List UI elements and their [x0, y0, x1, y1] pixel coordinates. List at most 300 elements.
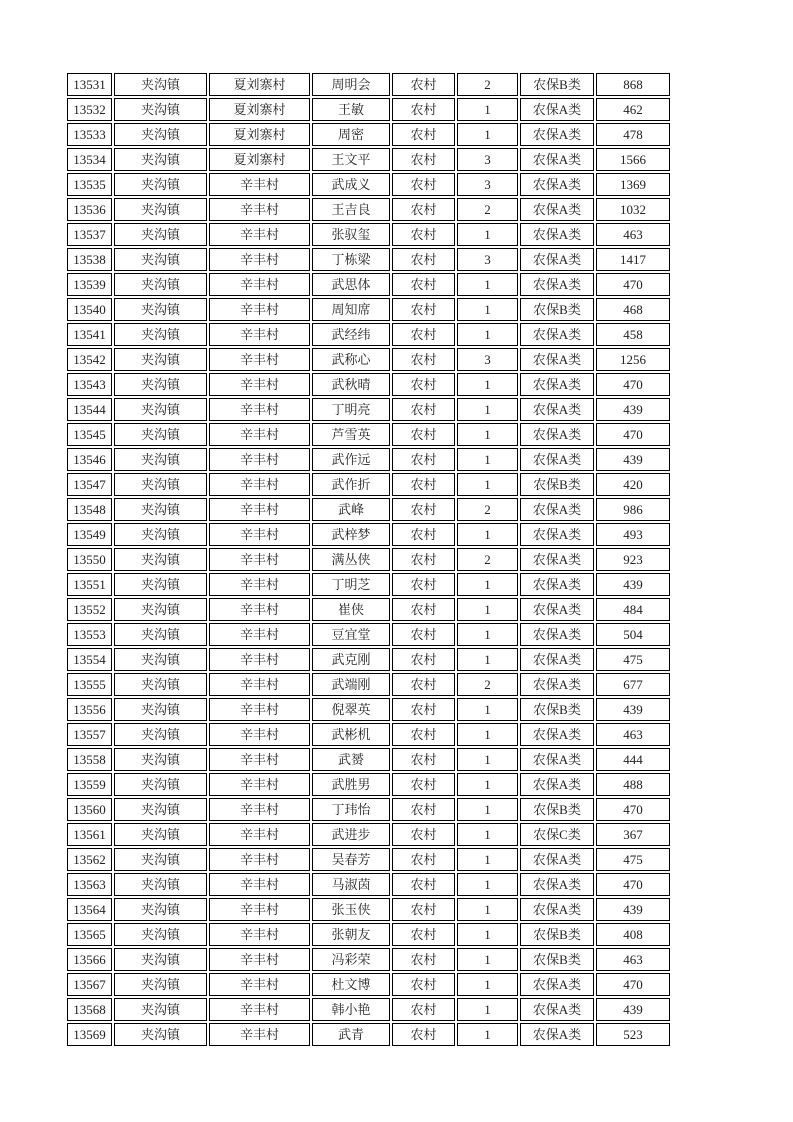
cell-insurance_class: 农保A类 — [520, 198, 594, 221]
cell-residence_type: 农村 — [392, 973, 455, 996]
cell-town: 夹沟镇 — [114, 473, 207, 496]
table-row — [67, 898, 670, 921]
cell-village: 辛丰村 — [209, 248, 310, 271]
cell-residence_type: 农村 — [392, 173, 455, 196]
cell-count: 1 — [457, 823, 518, 846]
cell-insurance_class: 农保A类 — [520, 273, 594, 296]
cell-id: 13567 — [67, 973, 112, 996]
cell-residence_type: 农村 — [392, 848, 455, 871]
cell-residence_type: 农村 — [392, 198, 455, 221]
table-row — [67, 273, 670, 296]
cell-amount: 439 — [596, 698, 670, 721]
table-row — [67, 323, 670, 346]
table-row — [67, 198, 670, 221]
cell-name: 崔侠 — [312, 598, 390, 621]
cell-insurance_class: 农保A类 — [520, 1023, 594, 1046]
cell-residence_type: 农村 — [392, 923, 455, 946]
table-row — [67, 773, 670, 796]
cell-residence_type: 农村 — [392, 248, 455, 271]
table-row — [67, 573, 670, 596]
cell-id: 13547 — [67, 473, 112, 496]
cell-name: 周知席 — [312, 298, 390, 321]
table-row — [67, 698, 670, 721]
cell-town: 夹沟镇 — [114, 73, 207, 96]
cell-amount: 1369 — [596, 173, 670, 196]
cell-insurance_class: 农保A类 — [520, 348, 594, 371]
cell-insurance_class: 农保A类 — [520, 998, 594, 1021]
cell-town: 夹沟镇 — [114, 173, 207, 196]
cell-town: 夹沟镇 — [114, 248, 207, 271]
table-row — [67, 873, 670, 896]
cell-village: 辛丰村 — [209, 948, 310, 971]
cell-village: 辛丰村 — [209, 748, 310, 771]
cell-name: 杜文博 — [312, 973, 390, 996]
cell-insurance_class: 农保A类 — [520, 973, 594, 996]
cell-amount: 462 — [596, 98, 670, 121]
cell-town: 夹沟镇 — [114, 148, 207, 171]
cell-id: 13556 — [67, 698, 112, 721]
cell-residence_type: 农村 — [392, 323, 455, 346]
cell-insurance_class: 农保A类 — [520, 373, 594, 396]
cell-residence_type: 农村 — [392, 723, 455, 746]
cell-residence_type: 农村 — [392, 73, 455, 96]
cell-residence_type: 农村 — [392, 473, 455, 496]
cell-id: 13554 — [67, 648, 112, 671]
cell-town: 夹沟镇 — [114, 923, 207, 946]
cell-id: 13560 — [67, 798, 112, 821]
table-row — [67, 173, 670, 196]
cell-village: 辛丰村 — [209, 723, 310, 746]
table-row — [67, 623, 670, 646]
cell-id: 13562 — [67, 848, 112, 871]
cell-id: 13564 — [67, 898, 112, 921]
cell-town: 夹沟镇 — [114, 873, 207, 896]
cell-name: 武进步 — [312, 823, 390, 846]
cell-amount: 475 — [596, 848, 670, 871]
cell-insurance_class: 农保A类 — [520, 648, 594, 671]
cell-residence_type: 农村 — [392, 123, 455, 146]
cell-name: 武克刚 — [312, 648, 390, 671]
cell-residence_type: 农村 — [392, 498, 455, 521]
cell-name: 武赟 — [312, 748, 390, 771]
cell-id: 13543 — [67, 373, 112, 396]
cell-town: 夹沟镇 — [114, 848, 207, 871]
table-row — [67, 548, 670, 571]
cell-id: 13535 — [67, 173, 112, 196]
cell-residence_type: 农村 — [392, 298, 455, 321]
cell-village: 辛丰村 — [209, 923, 310, 946]
cell-town: 夹沟镇 — [114, 298, 207, 321]
cell-insurance_class: 农保A类 — [520, 323, 594, 346]
cell-name: 王文平 — [312, 148, 390, 171]
cell-count: 3 — [457, 148, 518, 171]
cell-name: 周明会 — [312, 73, 390, 96]
cell-insurance_class: 农保A类 — [520, 148, 594, 171]
cell-count: 2 — [457, 198, 518, 221]
table-row — [67, 123, 670, 146]
cell-amount: 475 — [596, 648, 670, 671]
cell-village: 辛丰村 — [209, 873, 310, 896]
cell-village: 辛丰村 — [209, 173, 310, 196]
records-table — [65, 71, 672, 1048]
cell-id: 13536 — [67, 198, 112, 221]
cell-name: 冯彩荣 — [312, 948, 390, 971]
cell-name: 张朝友 — [312, 923, 390, 946]
cell-insurance_class: 农保A类 — [520, 423, 594, 446]
cell-residence_type: 农村 — [392, 1023, 455, 1046]
cell-count: 1 — [457, 523, 518, 546]
cell-count: 1 — [457, 573, 518, 596]
cell-name: 武胜男 — [312, 773, 390, 796]
cell-count: 1 — [457, 998, 518, 1021]
cell-amount: 367 — [596, 823, 670, 846]
cell-id: 13550 — [67, 548, 112, 571]
cell-village: 辛丰村 — [209, 898, 310, 921]
cell-amount: 458 — [596, 323, 670, 346]
cell-count: 1 — [457, 623, 518, 646]
cell-village: 夏刘寨村 — [209, 98, 310, 121]
cell-name: 武作折 — [312, 473, 390, 496]
cell-village: 夏刘寨村 — [209, 123, 310, 146]
cell-id: 13546 — [67, 448, 112, 471]
cell-residence_type: 农村 — [392, 673, 455, 696]
cell-name: 丁玮怡 — [312, 798, 390, 821]
cell-id: 13559 — [67, 773, 112, 796]
cell-amount: 868 — [596, 73, 670, 96]
cell-town: 夹沟镇 — [114, 223, 207, 246]
table-row — [67, 148, 670, 171]
cell-village: 辛丰村 — [209, 1023, 310, 1046]
cell-count: 1 — [457, 873, 518, 896]
cell-id: 13534 — [67, 148, 112, 171]
cell-insurance_class: 农保A类 — [520, 848, 594, 871]
cell-town: 夹沟镇 — [114, 123, 207, 146]
cell-residence_type: 农村 — [392, 148, 455, 171]
cell-town: 夹沟镇 — [114, 548, 207, 571]
cell-amount: 468 — [596, 298, 670, 321]
cell-insurance_class: 农保A类 — [520, 748, 594, 771]
cell-insurance_class: 农保B类 — [520, 473, 594, 496]
cell-insurance_class: 农保A类 — [520, 448, 594, 471]
cell-count: 1 — [457, 98, 518, 121]
cell-residence_type: 农村 — [392, 423, 455, 446]
cell-town: 夹沟镇 — [114, 998, 207, 1021]
cell-village: 辛丰村 — [209, 298, 310, 321]
cell-count: 1 — [457, 798, 518, 821]
cell-count: 1 — [457, 223, 518, 246]
cell-insurance_class: 农保A类 — [520, 398, 594, 421]
cell-insurance_class: 农保A类 — [520, 598, 594, 621]
table-row — [67, 298, 670, 321]
cell-name: 武彬机 — [312, 723, 390, 746]
cell-residence_type: 农村 — [392, 773, 455, 796]
cell-count: 3 — [457, 173, 518, 196]
cell-residence_type: 农村 — [392, 998, 455, 1021]
cell-amount: 444 — [596, 748, 670, 771]
cell-village: 辛丰村 — [209, 423, 310, 446]
cell-count: 2 — [457, 73, 518, 96]
cell-residence_type: 农村 — [392, 748, 455, 771]
cell-insurance_class: 农保A类 — [520, 673, 594, 696]
cell-id: 13563 — [67, 873, 112, 896]
cell-town: 夹沟镇 — [114, 973, 207, 996]
cell-count: 1 — [457, 948, 518, 971]
cell-town: 夹沟镇 — [114, 773, 207, 796]
cell-amount: 493 — [596, 523, 670, 546]
cell-village: 辛丰村 — [209, 273, 310, 296]
cell-insurance_class: 农保A类 — [520, 898, 594, 921]
cell-residence_type: 农村 — [392, 448, 455, 471]
cell-name: 武经纬 — [312, 323, 390, 346]
cell-name: 武梓梦 — [312, 523, 390, 546]
table-row — [67, 798, 670, 821]
cell-amount: 470 — [596, 423, 670, 446]
cell-count: 1 — [457, 473, 518, 496]
cell-count: 1 — [457, 773, 518, 796]
cell-count: 2 — [457, 498, 518, 521]
cell-amount: 470 — [596, 273, 670, 296]
cell-count: 1 — [457, 373, 518, 396]
cell-count: 1 — [457, 398, 518, 421]
cell-name: 芦雪英 — [312, 423, 390, 446]
cell-village: 辛丰村 — [209, 373, 310, 396]
cell-insurance_class: 农保A类 — [520, 223, 594, 246]
cell-town: 夹沟镇 — [114, 373, 207, 396]
cell-residence_type: 农村 — [392, 98, 455, 121]
cell-town: 夹沟镇 — [114, 673, 207, 696]
cell-town: 夹沟镇 — [114, 898, 207, 921]
table-row — [67, 448, 670, 471]
cell-id: 13548 — [67, 498, 112, 521]
table-row — [67, 648, 670, 671]
cell-village: 辛丰村 — [209, 598, 310, 621]
table-row — [67, 348, 670, 371]
cell-village: 辛丰村 — [209, 448, 310, 471]
cell-amount: 1417 — [596, 248, 670, 271]
cell-id: 13558 — [67, 748, 112, 771]
cell-town: 夹沟镇 — [114, 948, 207, 971]
cell-amount: 463 — [596, 223, 670, 246]
table-row — [67, 223, 670, 246]
table-row — [67, 473, 670, 496]
cell-id: 13541 — [67, 323, 112, 346]
table-row — [67, 373, 670, 396]
cell-id: 13538 — [67, 248, 112, 271]
cell-name: 武端刚 — [312, 673, 390, 696]
cell-town: 夹沟镇 — [114, 1023, 207, 1046]
cell-insurance_class: 农保A类 — [520, 573, 594, 596]
cell-insurance_class: 农保B类 — [520, 298, 594, 321]
cell-residence_type: 农村 — [392, 398, 455, 421]
cell-residence_type: 农村 — [392, 523, 455, 546]
cell-amount: 439 — [596, 898, 670, 921]
cell-count: 1 — [457, 898, 518, 921]
table-row — [67, 1023, 670, 1046]
cell-amount: 420 — [596, 473, 670, 496]
cell-name: 丁明芝 — [312, 573, 390, 596]
cell-id: 13551 — [67, 573, 112, 596]
cell-village: 辛丰村 — [209, 998, 310, 1021]
cell-village: 辛丰村 — [209, 573, 310, 596]
cell-amount: 1032 — [596, 198, 670, 221]
cell-name: 满丛侠 — [312, 548, 390, 571]
cell-name: 马淑茵 — [312, 873, 390, 896]
cell-village: 辛丰村 — [209, 198, 310, 221]
table-row — [67, 98, 670, 121]
cell-town: 夹沟镇 — [114, 398, 207, 421]
cell-name: 丁栋梁 — [312, 248, 390, 271]
cell-amount: 408 — [596, 923, 670, 946]
cell-residence_type: 农村 — [392, 223, 455, 246]
cell-town: 夹沟镇 — [114, 698, 207, 721]
cell-town: 夹沟镇 — [114, 348, 207, 371]
cell-name: 武成义 — [312, 173, 390, 196]
cell-village: 辛丰村 — [209, 523, 310, 546]
cell-insurance_class: 农保A类 — [520, 623, 594, 646]
table-row — [67, 823, 670, 846]
cell-count: 1 — [457, 1023, 518, 1046]
cell-name: 王吉良 — [312, 198, 390, 221]
cell-count: 2 — [457, 548, 518, 571]
cell-amount: 439 — [596, 398, 670, 421]
cell-village: 辛丰村 — [209, 848, 310, 871]
cell-residence_type: 农村 — [392, 798, 455, 821]
cell-amount: 478 — [596, 123, 670, 146]
table-row — [67, 73, 670, 96]
table-row — [67, 248, 670, 271]
cell-amount: 677 — [596, 673, 670, 696]
cell-amount: 463 — [596, 948, 670, 971]
cell-town: 夹沟镇 — [114, 823, 207, 846]
table-row — [67, 973, 670, 996]
cell-id: 13540 — [67, 298, 112, 321]
cell-town: 夹沟镇 — [114, 523, 207, 546]
cell-name: 韩小艳 — [312, 998, 390, 1021]
cell-village: 辛丰村 — [209, 348, 310, 371]
cell-village: 辛丰村 — [209, 973, 310, 996]
cell-residence_type: 农村 — [392, 623, 455, 646]
cell-town: 夹沟镇 — [114, 798, 207, 821]
cell-count: 1 — [457, 123, 518, 146]
cell-name: 丁明亮 — [312, 398, 390, 421]
cell-id: 13561 — [67, 823, 112, 846]
cell-residence_type: 农村 — [392, 273, 455, 296]
cell-name: 武思体 — [312, 273, 390, 296]
cell-town: 夹沟镇 — [114, 323, 207, 346]
cell-town: 夹沟镇 — [114, 623, 207, 646]
table-row — [67, 673, 670, 696]
cell-name: 豆宜堂 — [312, 623, 390, 646]
cell-name: 吴春芳 — [312, 848, 390, 871]
cell-amount: 523 — [596, 1023, 670, 1046]
cell-town: 夹沟镇 — [114, 448, 207, 471]
cell-town: 夹沟镇 — [114, 423, 207, 446]
cell-residence_type: 农村 — [392, 598, 455, 621]
cell-id: 13544 — [67, 398, 112, 421]
cell-insurance_class: 农保B类 — [520, 948, 594, 971]
cell-amount: 470 — [596, 798, 670, 821]
cell-residence_type: 农村 — [392, 648, 455, 671]
cell-id: 13542 — [67, 348, 112, 371]
table-row — [67, 498, 670, 521]
cell-id: 13532 — [67, 98, 112, 121]
cell-id: 13545 — [67, 423, 112, 446]
cell-town: 夹沟镇 — [114, 98, 207, 121]
cell-town: 夹沟镇 — [114, 573, 207, 596]
cell-residence_type: 农村 — [392, 948, 455, 971]
cell-name: 武秋晴 — [312, 373, 390, 396]
cell-village: 辛丰村 — [209, 798, 310, 821]
cell-insurance_class: 农保A类 — [520, 248, 594, 271]
cell-amount: 439 — [596, 448, 670, 471]
table-row — [67, 423, 670, 446]
cell-insurance_class: 农保A类 — [520, 723, 594, 746]
cell-count: 1 — [457, 723, 518, 746]
cell-insurance_class: 农保A类 — [520, 523, 594, 546]
table-row — [67, 523, 670, 546]
cell-village: 辛丰村 — [209, 823, 310, 846]
cell-count: 1 — [457, 423, 518, 446]
cell-amount: 439 — [596, 573, 670, 596]
cell-amount: 470 — [596, 973, 670, 996]
cell-village: 夏刘寨村 — [209, 148, 310, 171]
cell-town: 夹沟镇 — [114, 723, 207, 746]
cell-town: 夹沟镇 — [114, 748, 207, 771]
cell-name: 倪翠英 — [312, 698, 390, 721]
cell-village: 辛丰村 — [209, 648, 310, 671]
cell-id: 13531 — [67, 73, 112, 96]
cell-id: 13549 — [67, 523, 112, 546]
cell-residence_type: 农村 — [392, 573, 455, 596]
cell-town: 夹沟镇 — [114, 273, 207, 296]
cell-amount: 484 — [596, 598, 670, 621]
cell-village: 辛丰村 — [209, 398, 310, 421]
cell-id: 13566 — [67, 948, 112, 971]
cell-town: 夹沟镇 — [114, 598, 207, 621]
cell-id: 13553 — [67, 623, 112, 646]
cell-count: 1 — [457, 698, 518, 721]
cell-village: 辛丰村 — [209, 498, 310, 521]
cell-insurance_class: 农保C类 — [520, 823, 594, 846]
cell-insurance_class: 农保A类 — [520, 98, 594, 121]
table-row — [67, 723, 670, 746]
cell-count: 1 — [457, 973, 518, 996]
cell-count: 1 — [457, 323, 518, 346]
cell-insurance_class: 农保B类 — [520, 73, 594, 96]
cell-village: 辛丰村 — [209, 223, 310, 246]
cell-count: 3 — [457, 248, 518, 271]
cell-count: 1 — [457, 923, 518, 946]
cell-insurance_class: 农保A类 — [520, 498, 594, 521]
cell-id: 13568 — [67, 998, 112, 1021]
cell-insurance_class: 农保A类 — [520, 548, 594, 571]
table-row — [67, 948, 670, 971]
cell-count: 1 — [457, 598, 518, 621]
cell-count: 1 — [457, 273, 518, 296]
cell-amount: 470 — [596, 373, 670, 396]
table-row — [67, 748, 670, 771]
cell-village: 辛丰村 — [209, 623, 310, 646]
cell-amount: 488 — [596, 773, 670, 796]
table-row — [67, 598, 670, 621]
cell-id: 13557 — [67, 723, 112, 746]
cell-residence_type: 农村 — [392, 373, 455, 396]
cell-town: 夹沟镇 — [114, 648, 207, 671]
cell-amount: 986 — [596, 498, 670, 521]
table-row — [67, 923, 670, 946]
cell-residence_type: 农村 — [392, 823, 455, 846]
cell-name: 张玉侠 — [312, 898, 390, 921]
